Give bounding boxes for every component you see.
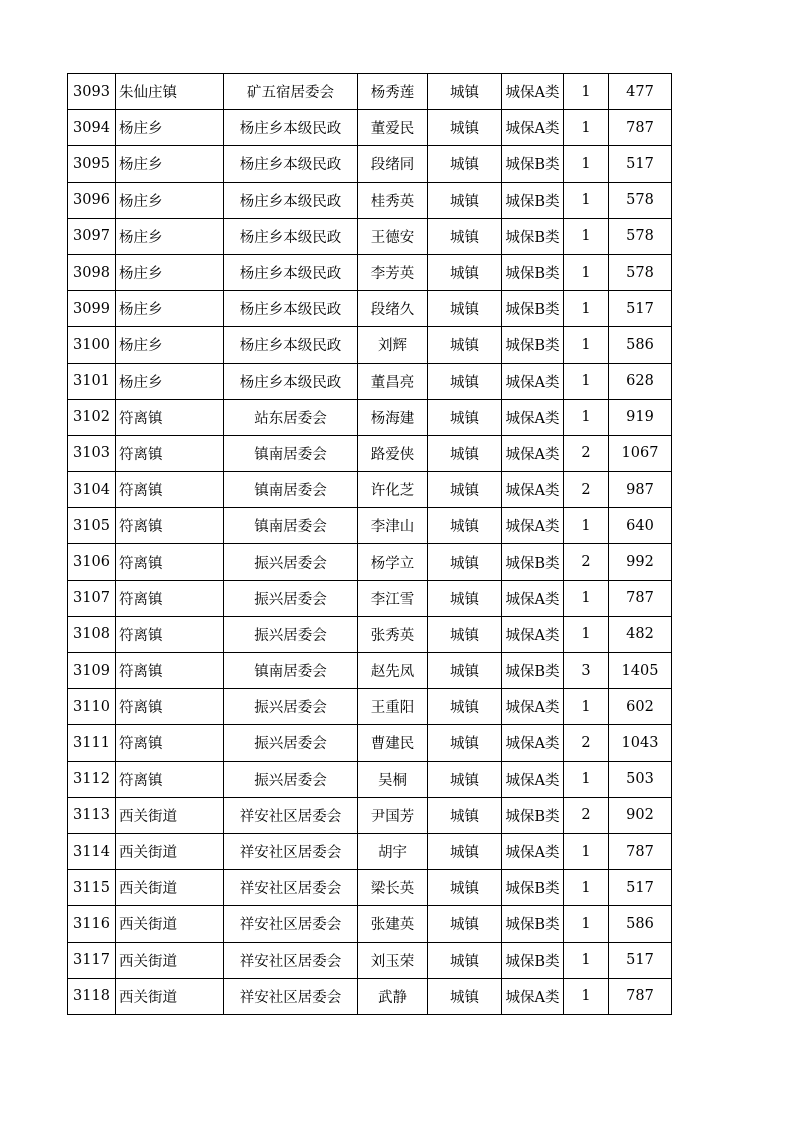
insurance-class-cell: 城保A类 [502,363,564,399]
table-row [68,182,672,218]
name-cell: 刘玉荣 [358,942,428,978]
committee-cell: 镇南居委会 [224,653,358,689]
persons-count-cell: 1 [564,978,609,1014]
row-number-cell: 3117 [68,942,116,978]
committee-cell: 杨庄乡本级民政 [224,363,358,399]
town-cell: 西关街道 [116,906,224,942]
persons-count-cell: 1 [564,363,609,399]
persons-count-cell: 1 [564,291,609,327]
table-row [68,942,672,978]
name-cell: 梁长英 [358,870,428,906]
name-cell: 桂秀英 [358,182,428,218]
insurance-class-cell: 城保A类 [502,616,564,652]
amount-cell: 787 [609,580,672,616]
name-cell: 董爱民 [358,110,428,146]
persons-count-cell: 1 [564,580,609,616]
amount-cell: 517 [609,146,672,182]
persons-count-cell: 1 [564,942,609,978]
name-cell: 杨学立 [358,544,428,580]
insurance-class-cell: 城保A类 [502,472,564,508]
name-cell: 赵先凤 [358,653,428,689]
name-cell: 李芳英 [358,254,428,290]
area-type-cell: 城镇 [428,616,502,652]
data-table [67,73,672,1015]
town-cell: 西关街道 [116,978,224,1014]
amount-cell: 1043 [609,725,672,761]
table-body [68,74,672,1015]
insurance-class-cell: 城保B类 [502,797,564,833]
area-type-cell: 城镇 [428,363,502,399]
amount-cell: 503 [609,761,672,797]
persons-count-cell: 1 [564,833,609,869]
insurance-class-cell: 城保B类 [502,182,564,218]
area-type-cell: 城镇 [428,942,502,978]
insurance-class-cell: 城保B类 [502,146,564,182]
insurance-class-cell: 城保B类 [502,218,564,254]
row-number-cell: 3095 [68,146,116,182]
name-cell: 许化芝 [358,472,428,508]
table-row [68,399,672,435]
row-number-cell: 3096 [68,182,116,218]
committee-cell: 祥安社区居委会 [224,978,358,1014]
row-number-cell: 3101 [68,363,116,399]
persons-count-cell: 1 [564,616,609,652]
amount-cell: 640 [609,508,672,544]
committee-cell: 祥安社区居委会 [224,833,358,869]
name-cell: 武静 [358,978,428,1014]
amount-cell: 992 [609,544,672,580]
town-cell: 符离镇 [116,761,224,797]
area-type-cell: 城镇 [428,761,502,797]
name-cell: 段绪同 [358,146,428,182]
row-number-cell: 3118 [68,978,116,1014]
committee-cell: 振兴居委会 [224,616,358,652]
insurance-class-cell: 城保A类 [502,689,564,725]
persons-count-cell: 3 [564,653,609,689]
persons-count-cell: 1 [564,399,609,435]
name-cell: 尹国芳 [358,797,428,833]
insurance-class-cell: 城保B类 [502,544,564,580]
table-row [68,689,672,725]
area-type-cell: 城镇 [428,472,502,508]
town-cell: 杨庄乡 [116,363,224,399]
row-number-cell: 3110 [68,689,116,725]
town-cell: 符离镇 [116,616,224,652]
name-cell: 段绪久 [358,291,428,327]
persons-count-cell: 2 [564,797,609,833]
town-cell: 西关街道 [116,797,224,833]
table-row [68,218,672,254]
area-type-cell: 城镇 [428,291,502,327]
insurance-class-cell: 城保A类 [502,399,564,435]
amount-cell: 477 [609,74,672,110]
name-cell: 张秀英 [358,616,428,652]
town-cell: 杨庄乡 [116,146,224,182]
amount-cell: 578 [609,182,672,218]
town-cell: 杨庄乡 [116,254,224,290]
area-type-cell: 城镇 [428,544,502,580]
name-cell: 吴桐 [358,761,428,797]
row-number-cell: 3116 [68,906,116,942]
committee-cell: 镇南居委会 [224,508,358,544]
table-row [68,508,672,544]
committee-cell: 杨庄乡本级民政 [224,146,358,182]
table-row [68,906,672,942]
amount-cell: 987 [609,472,672,508]
town-cell: 符离镇 [116,399,224,435]
town-cell: 符离镇 [116,725,224,761]
town-cell: 朱仙庄镇 [116,74,224,110]
table-row [68,616,672,652]
table-row [68,797,672,833]
persons-count-cell: 1 [564,327,609,363]
insurance-class-cell: 城保B类 [502,942,564,978]
area-type-cell: 城镇 [428,110,502,146]
name-cell: 胡宇 [358,833,428,869]
insurance-class-cell: 城保A类 [502,978,564,1014]
name-cell: 王德安 [358,218,428,254]
name-cell: 刘辉 [358,327,428,363]
row-number-cell: 3103 [68,435,116,471]
persons-count-cell: 2 [564,544,609,580]
persons-count-cell: 1 [564,508,609,544]
row-number-cell: 3114 [68,833,116,869]
amount-cell: 602 [609,689,672,725]
row-number-cell: 3099 [68,291,116,327]
area-type-cell: 城镇 [428,399,502,435]
name-cell: 杨海建 [358,399,428,435]
insurance-class-cell: 城保A类 [502,580,564,616]
town-cell: 符离镇 [116,435,224,471]
table-row [68,978,672,1014]
table-row [68,472,672,508]
area-type-cell: 城镇 [428,218,502,254]
committee-cell: 杨庄乡本级民政 [224,182,358,218]
insurance-class-cell: 城保A类 [502,725,564,761]
row-number-cell: 3115 [68,870,116,906]
name-cell: 董昌亮 [358,363,428,399]
town-cell: 西关街道 [116,942,224,978]
area-type-cell: 城镇 [428,797,502,833]
table-row [68,254,672,290]
row-number-cell: 3113 [68,797,116,833]
table-row [68,653,672,689]
committee-cell: 祥安社区居委会 [224,942,358,978]
area-type-cell: 城镇 [428,580,502,616]
amount-cell: 517 [609,942,672,978]
row-number-cell: 3102 [68,399,116,435]
row-number-cell: 3109 [68,653,116,689]
row-number-cell: 3104 [68,472,116,508]
name-cell: 王重阳 [358,689,428,725]
persons-count-cell: 2 [564,472,609,508]
row-number-cell: 3093 [68,74,116,110]
table-row [68,435,672,471]
persons-count-cell: 1 [564,761,609,797]
town-cell: 符离镇 [116,508,224,544]
committee-cell: 振兴居委会 [224,580,358,616]
committee-cell: 杨庄乡本级民政 [224,218,358,254]
row-number-cell: 3108 [68,616,116,652]
area-type-cell: 城镇 [428,182,502,218]
insurance-class-cell: 城保B类 [502,291,564,327]
persons-count-cell: 1 [564,689,609,725]
persons-count-cell: 1 [564,906,609,942]
table-row [68,327,672,363]
amount-cell: 787 [609,833,672,869]
area-type-cell: 城镇 [428,327,502,363]
name-cell: 杨秀莲 [358,74,428,110]
amount-cell: 787 [609,978,672,1014]
insurance-class-cell: 城保B类 [502,327,564,363]
insurance-class-cell: 城保A类 [502,833,564,869]
table-row [68,146,672,182]
area-type-cell: 城镇 [428,906,502,942]
amount-cell: 586 [609,906,672,942]
area-type-cell: 城镇 [428,508,502,544]
town-cell: 符离镇 [116,544,224,580]
committee-cell: 镇南居委会 [224,435,358,471]
row-number-cell: 3105 [68,508,116,544]
name-cell: 路爱侠 [358,435,428,471]
committee-cell: 祥安社区居委会 [224,870,358,906]
amount-cell: 628 [609,363,672,399]
committee-cell: 镇南居委会 [224,472,358,508]
committee-cell: 祥安社区居委会 [224,906,358,942]
table-row [68,833,672,869]
table-row [68,363,672,399]
amount-cell: 787 [609,110,672,146]
town-cell: 杨庄乡 [116,110,224,146]
committee-cell: 振兴居委会 [224,761,358,797]
amount-cell: 1067 [609,435,672,471]
amount-cell: 919 [609,399,672,435]
town-cell: 杨庄乡 [116,291,224,327]
area-type-cell: 城镇 [428,689,502,725]
insurance-class-cell: 城保A类 [502,435,564,471]
town-cell: 符离镇 [116,472,224,508]
name-cell: 曹建民 [358,725,428,761]
town-cell: 符离镇 [116,653,224,689]
name-cell: 张建英 [358,906,428,942]
insurance-class-cell: 城保A类 [502,508,564,544]
table-row [68,725,672,761]
committee-cell: 杨庄乡本级民政 [224,110,358,146]
persons-count-cell: 2 [564,725,609,761]
table-row [68,291,672,327]
area-type-cell: 城镇 [428,833,502,869]
committee-cell: 矿五宿居委会 [224,74,358,110]
insurance-class-cell: 城保B类 [502,870,564,906]
area-type-cell: 城镇 [428,254,502,290]
town-cell: 杨庄乡 [116,327,224,363]
amount-cell: 482 [609,616,672,652]
town-cell: 杨庄乡 [116,218,224,254]
insurance-class-cell: 城保B类 [502,653,564,689]
amount-cell: 578 [609,218,672,254]
amount-cell: 578 [609,254,672,290]
row-number-cell: 3097 [68,218,116,254]
row-number-cell: 3098 [68,254,116,290]
name-cell: 李江雪 [358,580,428,616]
row-number-cell: 3094 [68,110,116,146]
area-type-cell: 城镇 [428,725,502,761]
name-cell: 李津山 [358,508,428,544]
row-number-cell: 3107 [68,580,116,616]
insurance-class-cell: 城保A类 [502,74,564,110]
town-cell: 西关街道 [116,870,224,906]
amount-cell: 517 [609,291,672,327]
amount-cell: 517 [609,870,672,906]
area-type-cell: 城镇 [428,435,502,471]
row-number-cell: 3106 [68,544,116,580]
committee-cell: 杨庄乡本级民政 [224,254,358,290]
persons-count-cell: 1 [564,870,609,906]
row-number-cell: 3111 [68,725,116,761]
town-cell: 杨庄乡 [116,182,224,218]
area-type-cell: 城镇 [428,146,502,182]
area-type-cell: 城镇 [428,653,502,689]
area-type-cell: 城镇 [428,978,502,1014]
committee-cell: 杨庄乡本级民政 [224,291,358,327]
persons-count-cell: 1 [564,74,609,110]
committee-cell: 站东居委会 [224,399,358,435]
committee-cell: 祥安社区居委会 [224,797,358,833]
area-type-cell: 城镇 [428,74,502,110]
committee-cell: 振兴居委会 [224,725,358,761]
row-number-cell: 3112 [68,761,116,797]
table-row [68,580,672,616]
insurance-class-cell: 城保B类 [502,254,564,290]
persons-count-cell: 1 [564,110,609,146]
persons-count-cell: 1 [564,146,609,182]
town-cell: 符离镇 [116,689,224,725]
amount-cell: 586 [609,327,672,363]
table-row [68,870,672,906]
persons-count-cell: 1 [564,182,609,218]
committee-cell: 振兴居委会 [224,689,358,725]
insurance-class-cell: 城保A类 [502,110,564,146]
committee-cell: 振兴居委会 [224,544,358,580]
town-cell: 符离镇 [116,580,224,616]
persons-count-cell: 1 [564,218,609,254]
amount-cell: 902 [609,797,672,833]
amount-cell: 1405 [609,653,672,689]
persons-count-cell: 2 [564,435,609,471]
persons-count-cell: 1 [564,254,609,290]
table-row [68,74,672,110]
insurance-class-cell: 城保A类 [502,761,564,797]
committee-cell: 杨庄乡本级民政 [224,327,358,363]
table-row [68,761,672,797]
row-number-cell: 3100 [68,327,116,363]
town-cell: 西关街道 [116,833,224,869]
table-row [68,544,672,580]
table-row [68,110,672,146]
insurance-class-cell: 城保B类 [502,906,564,942]
area-type-cell: 城镇 [428,870,502,906]
